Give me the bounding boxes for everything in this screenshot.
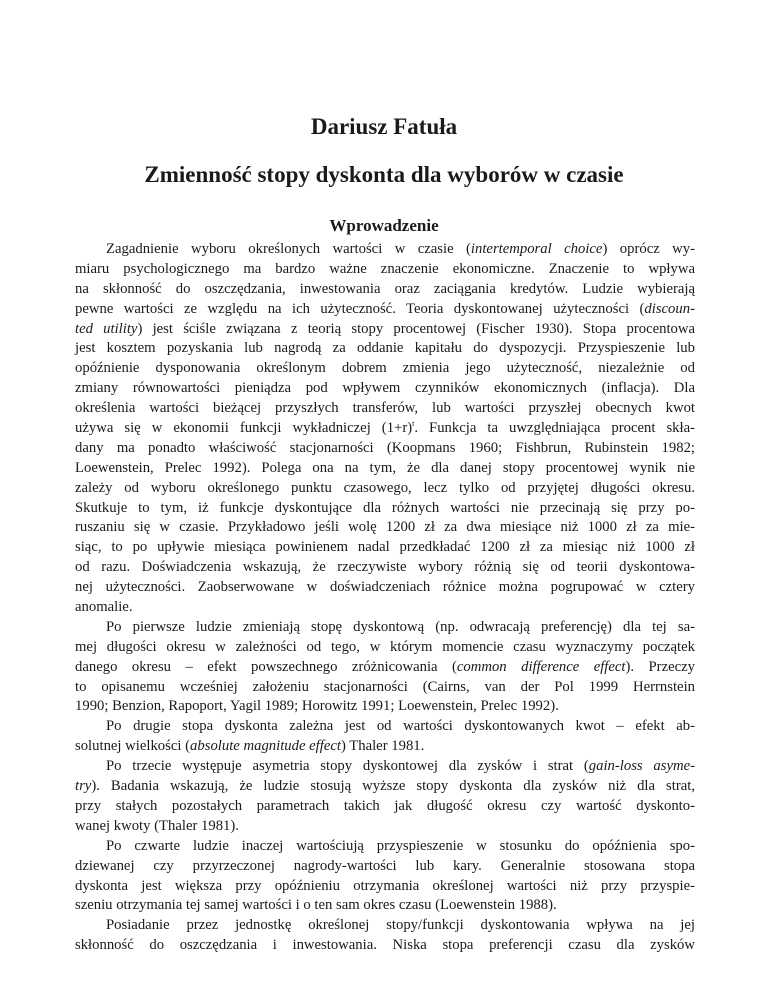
text-line bbox=[75, 379, 695, 399]
article-title: Zmienność stopy dyskonta dla wyborów w czasie bbox=[144, 162, 624, 187]
text-line bbox=[75, 359, 695, 379]
text-run: anomalie. bbox=[75, 599, 133, 616]
text-line bbox=[75, 399, 695, 419]
text-run: używa się w ekonomii funkcji wykładniczej (1+r) bbox=[75, 420, 413, 437]
text-run: dany ma ponadto właściwość stacjonarności (Koopmans 1960; Fishbrun, Rubinstein 1982; bbox=[75, 439, 695, 456]
text-run: danego okresu – efekt powszechnego zróżnicowania ( bbox=[75, 658, 457, 675]
text-run: siąc, to po upływie miesiąca powinienem nadal przedkładać 1200 zł za miesiąc niż 1000 zł bbox=[75, 539, 695, 556]
text-line bbox=[75, 877, 695, 897]
text-run: mej długości okresu w zależności od tego, w którym momencie czasu wyznaczymy początek bbox=[75, 638, 695, 655]
text-line bbox=[75, 518, 695, 538]
text-line bbox=[75, 857, 695, 877]
italic-term: gain-loss asyme- bbox=[588, 758, 695, 775]
text-line bbox=[75, 936, 695, 956]
text-run: Zagadnienie wyboru określonych wartości w czasie ( bbox=[106, 241, 471, 257]
text-line bbox=[75, 697, 695, 717]
text-run: ). Badania wskazują, że ludzie stosują wyższe stopy dyskonta dla zysków niż dla strat, bbox=[91, 778, 695, 795]
text-run: ruszaniu się w czasie. Przykładowo jeśli wolę 1200 zł za dwa miesiące niż 1000 zł za mie- bbox=[75, 519, 695, 536]
superscript: t bbox=[412, 419, 415, 429]
text-run: Loewenstein, Prelec 1992). Polega ona na tym, że dla danej stopy procentowej wynik nie bbox=[75, 459, 695, 476]
text-run: . Funkcja ta uwzględniająca procent skła- bbox=[414, 420, 695, 437]
text-run: opóźnienie dysponowania określonym dobrem zmienia jego użyteczność, niezależnie od bbox=[75, 360, 695, 377]
text-line bbox=[75, 757, 695, 777]
text-line bbox=[75, 737, 695, 757]
text-run: solutnej wielkości ( bbox=[75, 738, 191, 755]
text-run: Po czwarte ludzie inaczej wartościują przyspieszenie w stosunku do opóźnienia spo- bbox=[106, 837, 695, 854]
section-heading: Wprowadzenie bbox=[329, 216, 439, 235]
text-line bbox=[75, 538, 695, 558]
text-line bbox=[75, 817, 695, 837]
text-line bbox=[75, 339, 695, 359]
italic-term: try bbox=[75, 778, 92, 795]
text-run: Po drugie stopa dyskonta zależna jest od wartości dyskontowanych kwot – efekt ab- bbox=[106, 718, 695, 735]
text-run: to opisanemu wcześniej założeniu stacjonarności (Cairns, van der Pol 1999 Herrnstein bbox=[75, 678, 695, 695]
text-run: Posiadanie przez jednostkę określonej stopy/funkcji dyskontowania wpływa na jej bbox=[106, 917, 695, 934]
text-line bbox=[75, 837, 695, 857]
text-run: zmiany równowartości pieniądza pod wpływem czynników ekonomicznych (inflacja). Dla bbox=[75, 380, 695, 397]
text-run: Po trzecie występuje asymetria stopy dyskontowej dla zysków i strat ( bbox=[106, 758, 589, 775]
text-run: nej użyteczności. Zaobserwowane w doświadczeniach różnice można pogrupować w cztery bbox=[75, 579, 695, 596]
italic-term: absolute magnitude effect bbox=[190, 738, 341, 755]
text-line bbox=[75, 419, 695, 439]
text-line bbox=[75, 777, 695, 797]
text-run: ) oprócz wy- bbox=[602, 241, 695, 257]
text-run: określenia wartości bieżącej przyszłych transferów, lub wartości przyszłej obecnych kwot bbox=[75, 400, 695, 417]
text-run: Skutkuje to tym, iż funkcje dyskontujące dla różnych wartości nie przecinają się przy po- bbox=[75, 499, 695, 516]
text-line bbox=[75, 260, 695, 280]
text-run: dyskonta jest większa przy opóźnieniu otrzymania określonej wartości niż przy przyspie- bbox=[75, 877, 695, 894]
text-line bbox=[75, 916, 695, 936]
text-line bbox=[75, 717, 695, 737]
text-line bbox=[75, 479, 695, 499]
text-line bbox=[75, 578, 695, 598]
text-run: wanej kwoty (Thaler 1981). bbox=[75, 817, 239, 834]
text-line bbox=[75, 459, 695, 479]
text-line bbox=[75, 439, 695, 459]
text-line bbox=[75, 598, 695, 618]
italic-term: common difference effect bbox=[456, 658, 626, 675]
author-name: Dariusz Fatuła bbox=[310, 114, 458, 139]
text-run: ). Przeczy bbox=[625, 658, 695, 675]
text-line bbox=[75, 558, 695, 578]
text-line bbox=[75, 658, 695, 678]
text-run: na skłonność do oszczędzania, inwestowania oraz zaciągania kredytów. Ludzie wybierają bbox=[75, 280, 695, 297]
text-run: jest kosztem pozyskania lub nagrodą za oddanie kapitału do dyspozycji. Przyspieszenie lub bbox=[75, 340, 695, 357]
text-run: dziewanej czy przyrzeczonej nagrody-wartości lub kary. Generalnie stosowana stopa bbox=[75, 857, 695, 874]
text-run: zależy od wyboru określonego punktu czasowego, lecz tylko od przyjętej długości okresu. bbox=[75, 479, 695, 496]
text-line bbox=[75, 300, 695, 320]
text-line bbox=[75, 320, 695, 340]
text-line bbox=[75, 678, 695, 698]
text-line bbox=[75, 638, 695, 658]
text-run: Po pierwsze ludzie zmieniają stopę dyskontową (np. odwracają preferencję) dla tej sa- bbox=[106, 618, 695, 635]
text-run: szeniu otrzymania tej samej wartości i o ten sam okres czasu (Loewenstein 1988). bbox=[75, 897, 557, 914]
text-run: ) jest ściśle związana z teorią stopy procentowej (Fischer 1930). Stopa procentowa bbox=[137, 320, 695, 337]
text-run: miaru psychologicznego ma bardzo ważne znaczenie ekonomiczne. Znaczenie to wpływa bbox=[75, 260, 695, 277]
text-line bbox=[75, 618, 695, 638]
italic-term: discoun- bbox=[644, 300, 695, 317]
text-run: przy stałych pozostałych parametrach takich jak długość okresu czy wartość dyskonto- bbox=[75, 797, 695, 814]
text-line bbox=[75, 240, 695, 260]
text-line bbox=[75, 896, 695, 916]
text-line bbox=[75, 797, 695, 817]
text-run: 1990; Benzion, Rapoport, Yagil 1989; Horowitz 1991; Loewenstein, Prelec 1992). bbox=[75, 698, 559, 715]
text-run: pewne wartości ze względu na ich użyteczność. Teoria dyskontowanej użyteczności ( bbox=[75, 300, 645, 317]
italic-term: intertemporal choice bbox=[470, 241, 603, 257]
body-text bbox=[75, 240, 695, 956]
text-line bbox=[75, 280, 695, 300]
text-run: ) Thaler 1981. bbox=[340, 738, 425, 755]
italic-term: ted utility bbox=[75, 320, 138, 337]
text-run: skłonność do oszczędzania i inwestowania. Niska stopa preferencji czasu dla zysków bbox=[75, 937, 695, 954]
text-line bbox=[75, 499, 695, 519]
text-run: od razu. Doświadczenia wskazują, że rzeczywiste wybory różnią się od teorii dyskontowa- bbox=[75, 559, 695, 576]
